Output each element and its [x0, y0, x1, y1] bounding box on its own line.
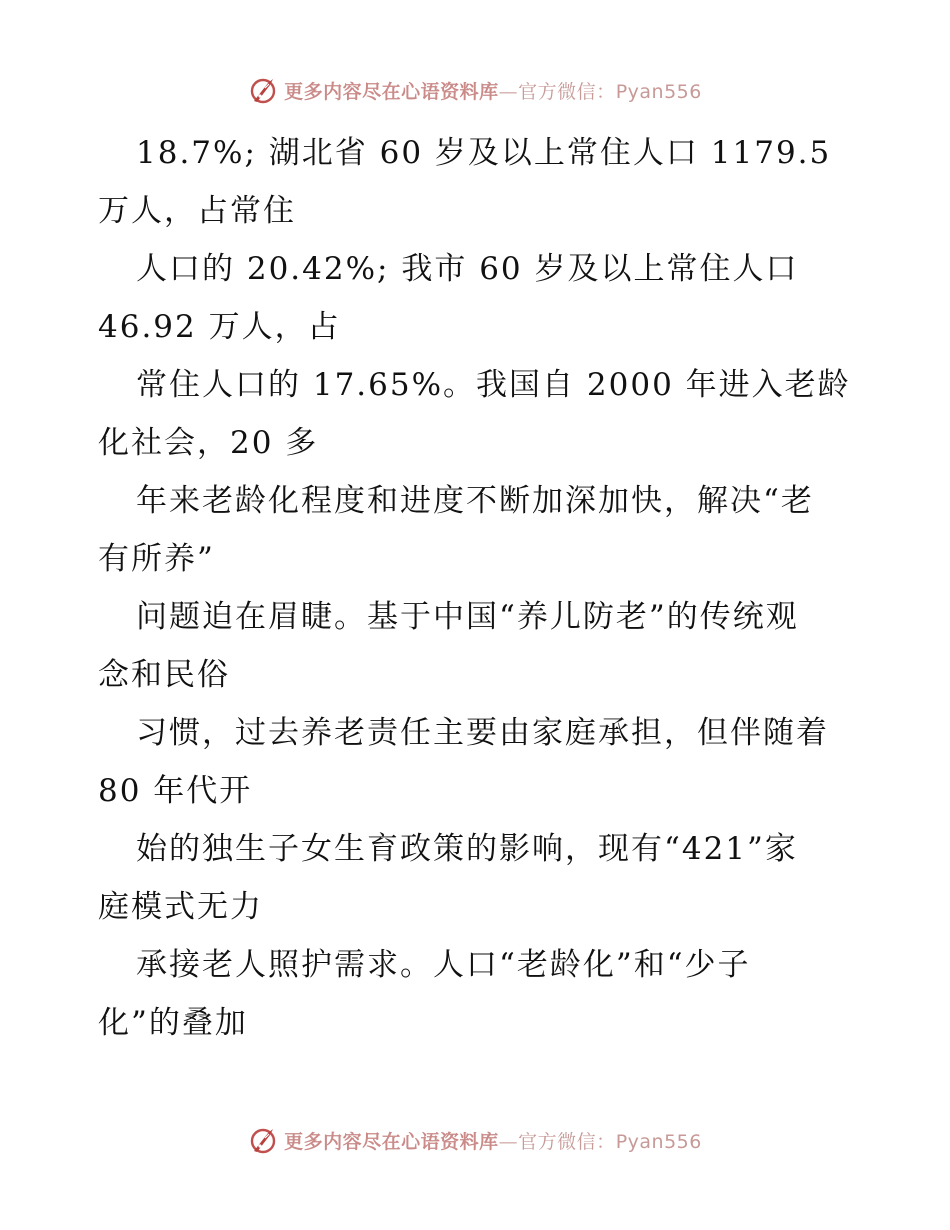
pen-nib-circle-icon — [248, 75, 278, 105]
text-line: 化”的叠加 — [98, 1005, 248, 1041]
footer-banner — [0, 1120, 950, 1160]
text-line: 80 年代开 — [98, 773, 253, 809]
banner-text — [284, 1127, 702, 1154]
wechat-id: Pyan556 — [615, 80, 702, 103]
wechat-label: 官方微信： — [518, 80, 616, 103]
separator: — — [498, 1130, 519, 1153]
banner-text — [284, 77, 702, 104]
wechat-label: 官方微信： — [518, 1130, 616, 1153]
pen-nib-circle-icon — [248, 1125, 278, 1155]
text-line: 习惯，过去养老责任主要由家庭承担，但伴随着 — [136, 715, 829, 751]
text-line: 万人，占常住 — [98, 193, 296, 229]
text-line: 庭模式无力 — [98, 889, 263, 925]
brand-text: 更多内容尽在心语资料库 — [284, 1130, 499, 1153]
header-banner — [0, 70, 950, 110]
brand-text: 更多内容尽在心语资料库 — [284, 80, 499, 103]
text-line: 人口的 20.42%; 我市 60 岁及以上常住人口 — [136, 251, 799, 287]
text-line: 年来老龄化程度和进度不断加深加快，解决“老 — [136, 483, 814, 519]
wechat-id: Pyan556 — [615, 1130, 702, 1153]
text-line: 化社会，20 多 — [98, 425, 319, 461]
text-line: 有所养” — [98, 541, 215, 577]
text-line: 始的独生子女生育政策的影响，现有“421”家 — [136, 831, 798, 867]
text-line: 问题迫在眉睫。基于中国“养儿防老”的传统观 — [136, 599, 799, 635]
text-line: 常住人口的 17.65%。我国自 2000 年进入老龄 — [136, 367, 851, 403]
separator: — — [498, 80, 519, 103]
text-line: 18.7%; 湖北省 60 岁及以上常住人口 1179.5 — [136, 135, 832, 171]
document-body — [98, 124, 868, 1052]
text-line: 念和民俗 — [98, 657, 230, 693]
text-line: 46.92 万人，占 — [98, 309, 341, 345]
text-line: 承接老人照护需求。人口“老龄化”和“少子 — [136, 947, 751, 983]
